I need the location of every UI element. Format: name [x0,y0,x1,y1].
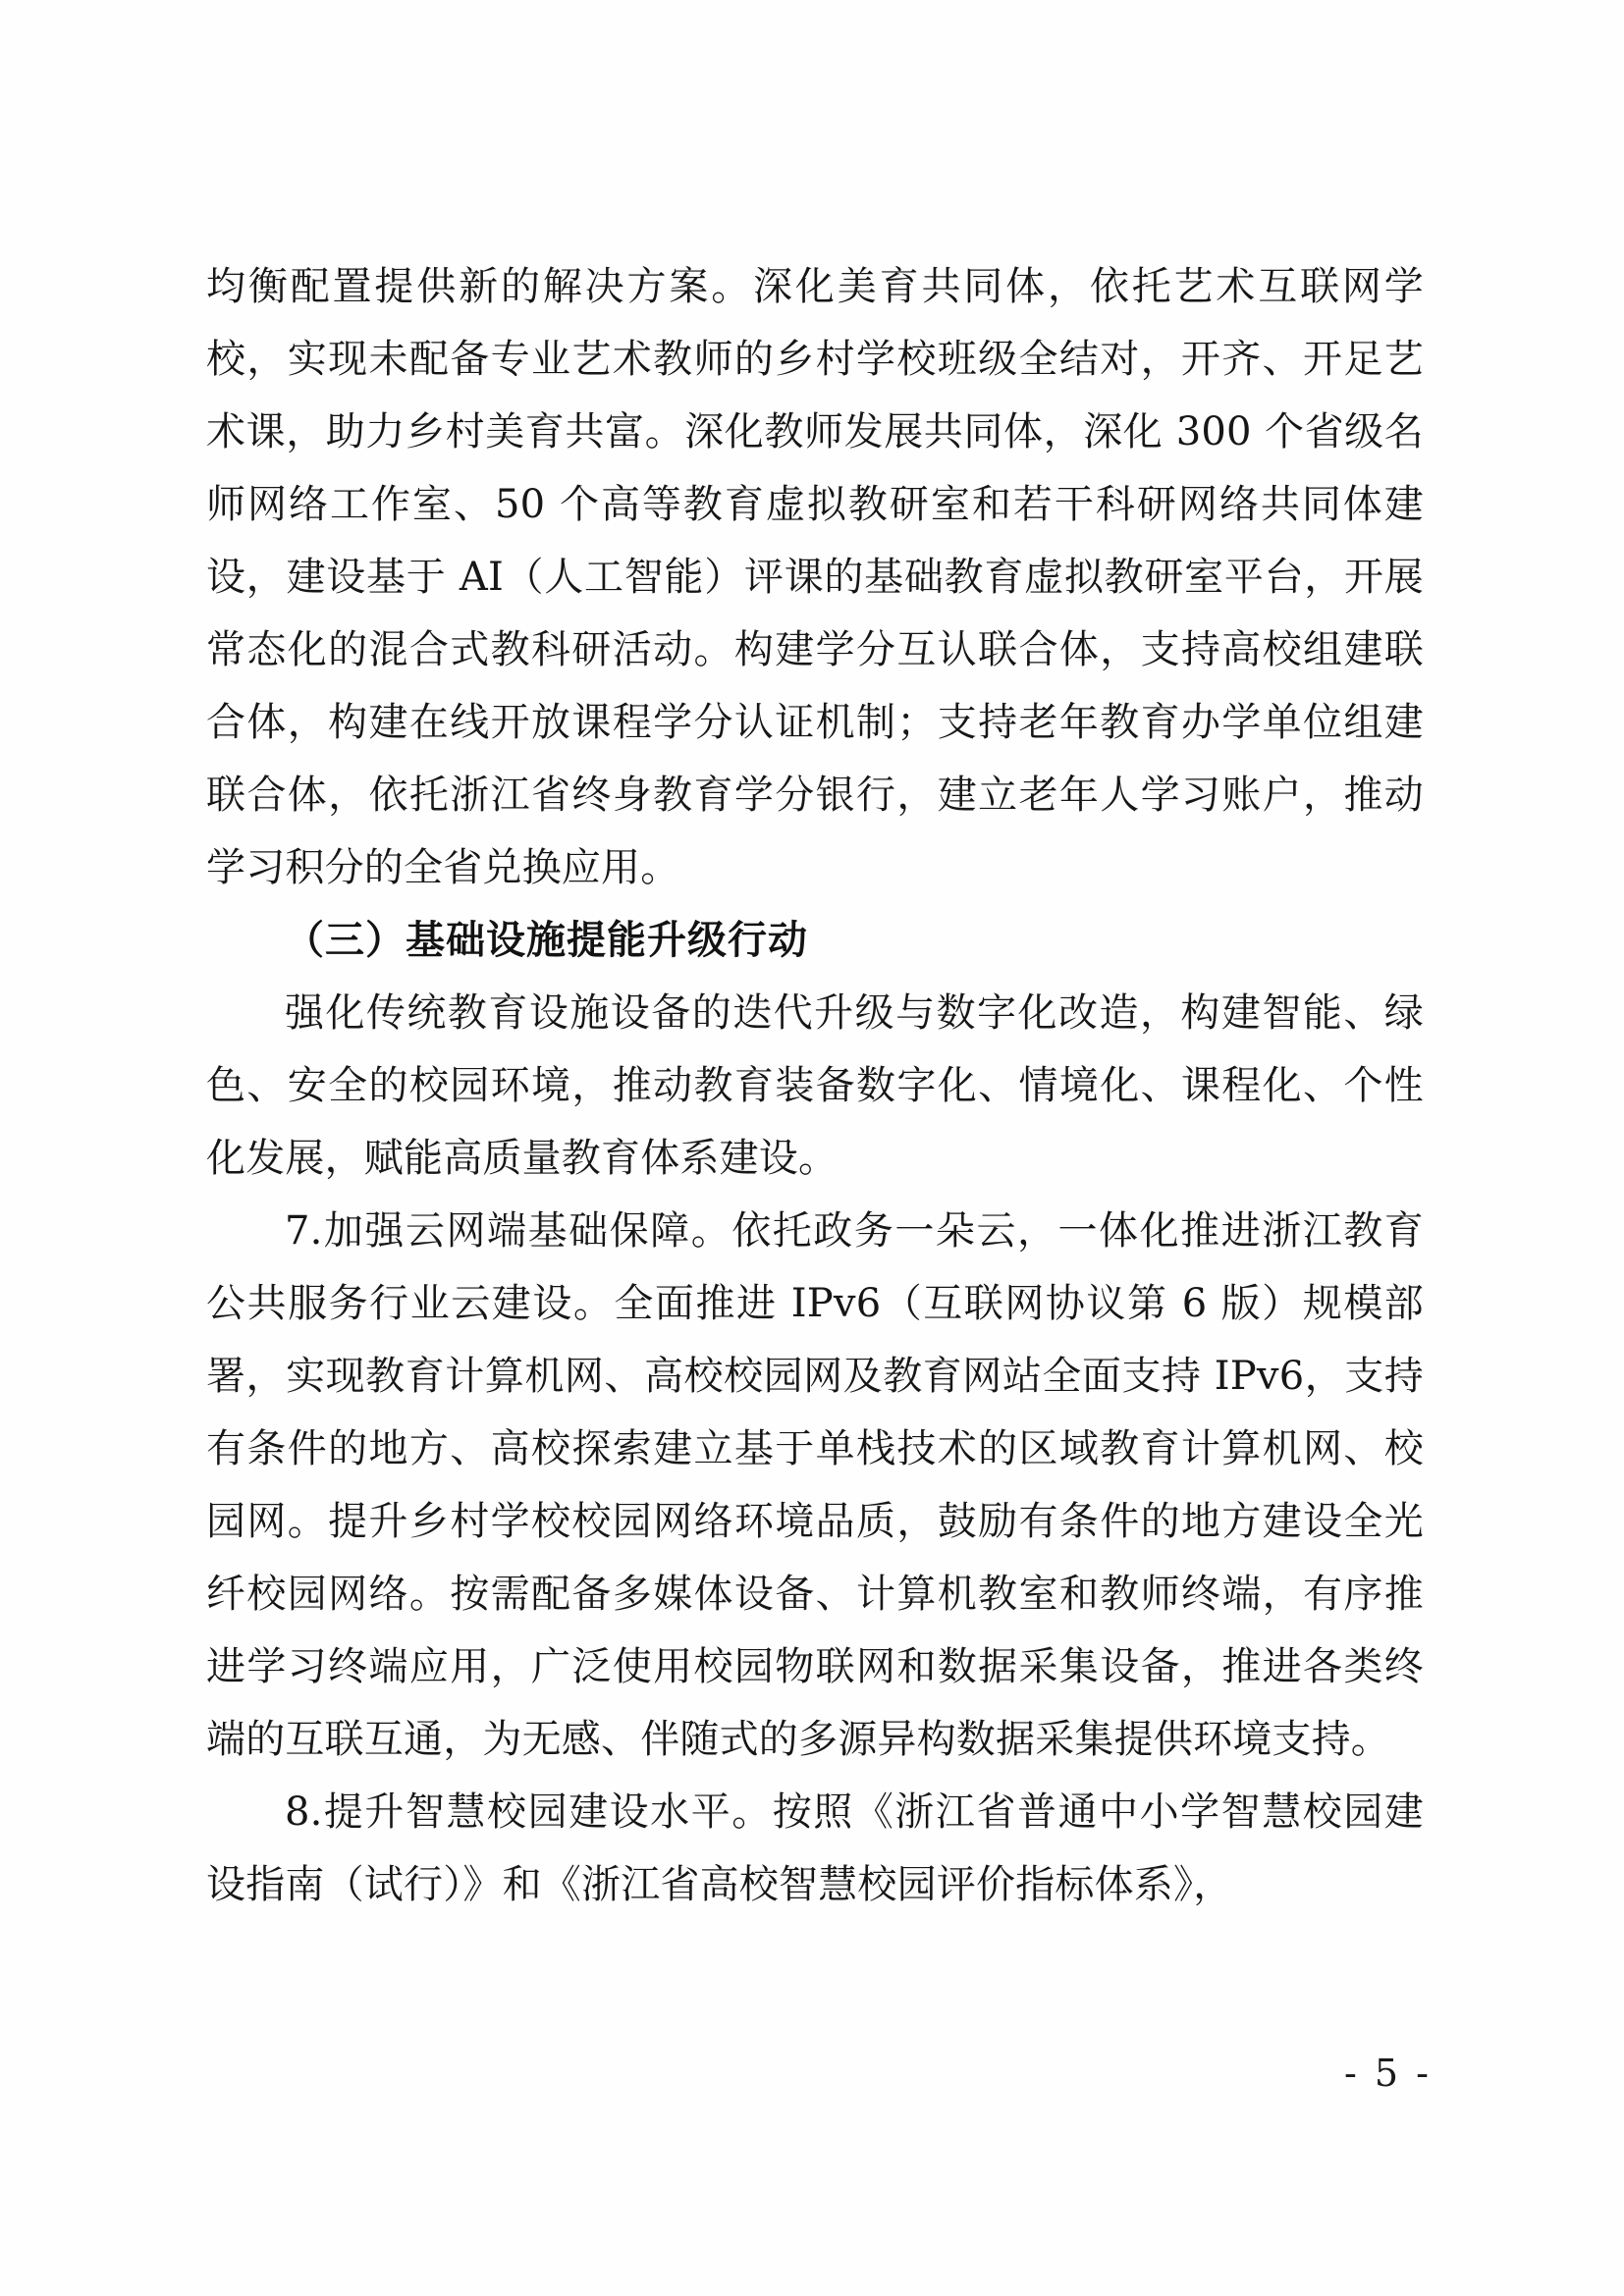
section-heading-three: （三）基础设施提能升级行动 [285,918,808,963]
page-body [206,250,1424,1921]
paragraph-infrastructure-intro: 强化传统教育设施设备的迭代升级与数字化改造，构建智能、绿色、安全的校园环境，推动教育装备数字化、情境化、课程化、个性化发展，赋能高质量教育体系建设。 [206,990,1424,1181]
paragraph-continuation: 均衡配置提供新的解决方案。深化美育共同体，依托艺术互联网学校，实现未配备专业艺术教师的乡村学校班级全结对，开齐、开足艺术课，助力乡村美育共富。深化教师发展共同体，深化 300 个省级名师网络工作室、50 个高等教育虚拟教研室和若干科研网络共同体建设，建设基于 AI（人工智能）评课的基础教育虚拟教研室平台，开展常态化的混合式教科研活动。构建学分互认联合体，支持高校组建联合体，构建在线开放课程学分认证机制；支持老年教育办学单位组建联合体，依托浙江省终身教育学分银行，建立老年人学习账户，推动学习积分的全省兑换应用。 [206,264,1424,890]
page-number: - 5 - [1343,2052,1432,2095]
paragraph-item-8: 8.提升智慧校园建设水平。按照《浙江省普通中小学智慧校园建设指南（试行）》和《浙江省高校智慧校园评价指标体系》， [206,1789,1424,1907]
paragraph-item-7: 7.加强云网端基础保障。依托政务一朵云，一体化推进浙江教育公共服务行业云建设。全面推进 IPv6（互联网协议第 6 版）规模部署，实现教育计算机网、高校校园网及教育网站全面支持 IPv6，支持有条件的地方、高校探索建立基于单栈技术的区域教育计算机网、校园网。提升乡村学校校园网络环境品质，鼓励有条件的地方建设全光纤校园网络。按需配备多媒体设备、计算机教室和教师终端，有序推进学习终端应用，广泛使用校园物联网和数据采集设备，推进各类终端的互联互通，为无感、伴随式的多源异构数据采集提供环境支持。 [206,1208,1424,1762]
